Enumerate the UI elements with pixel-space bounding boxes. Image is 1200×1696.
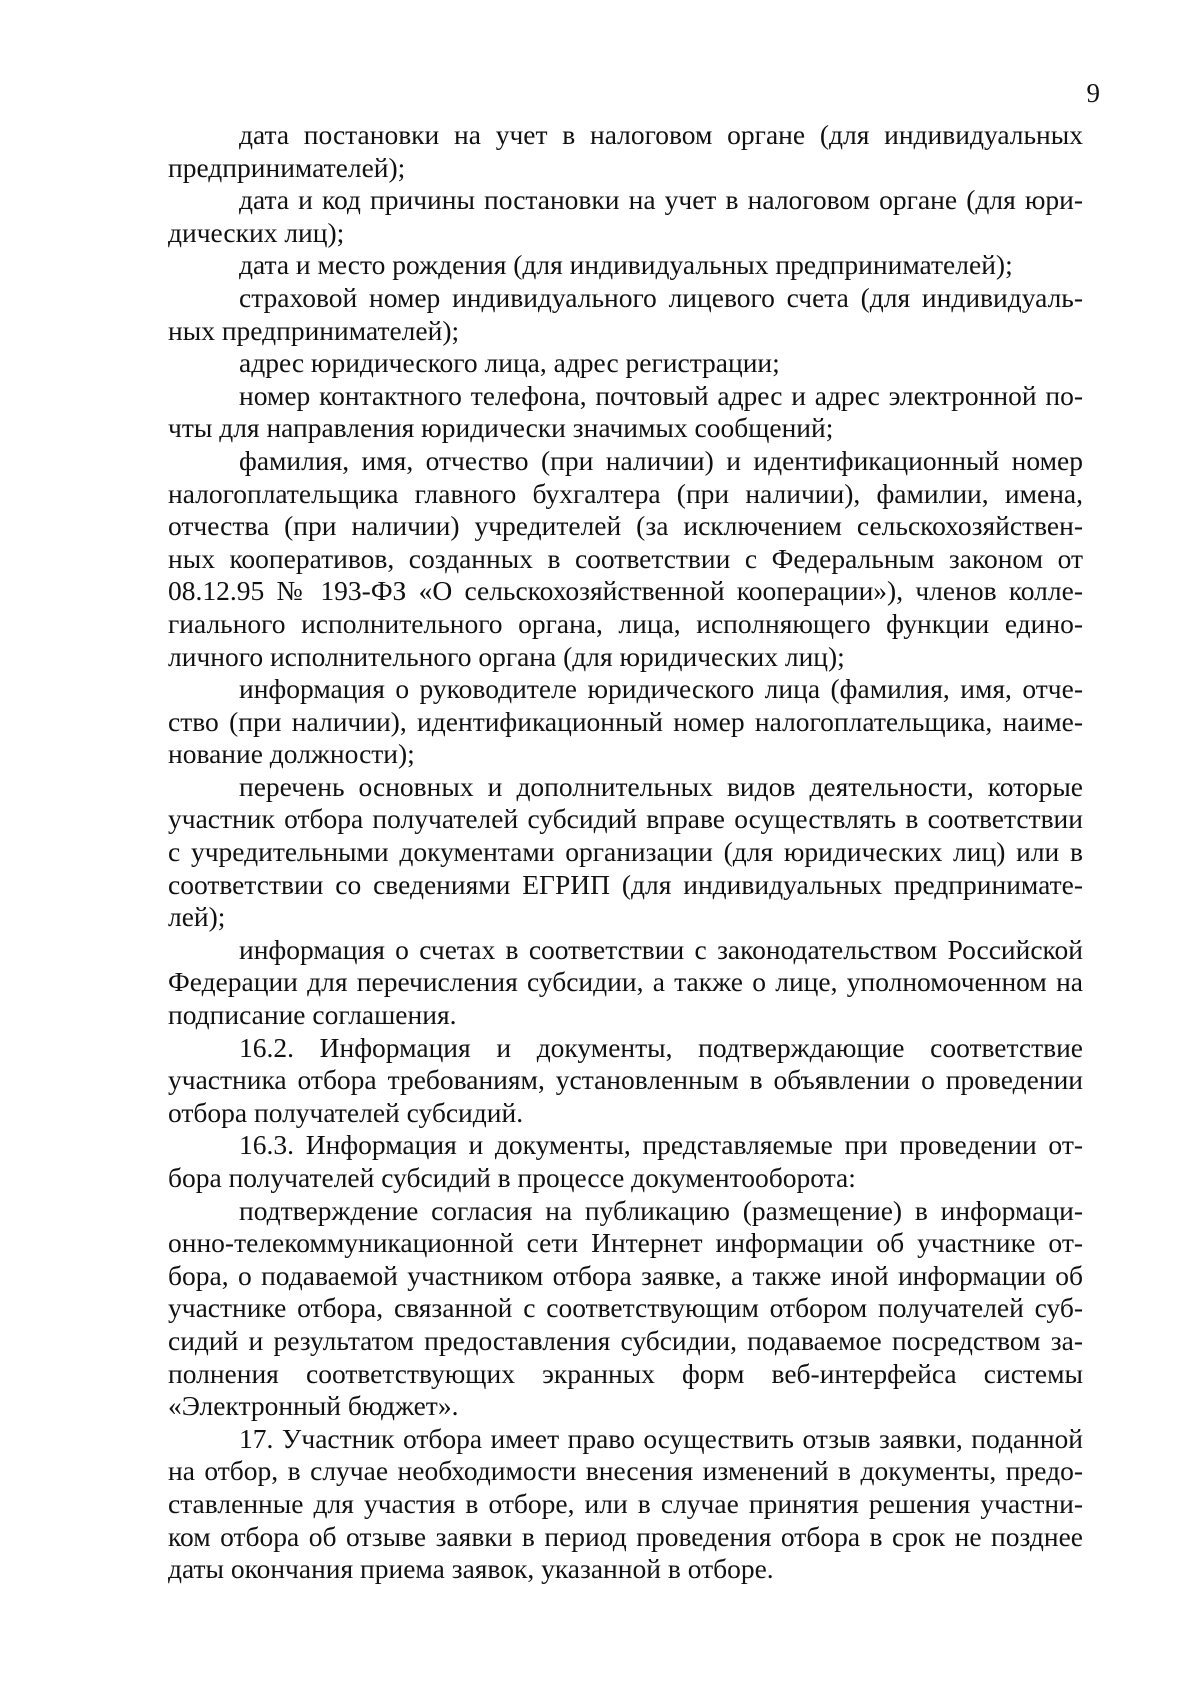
text-line: ком отбора об отзыве заявки в период проведения отбора в срок не позднее	[168, 1520, 1083, 1552]
page-number: 9	[1086, 78, 1100, 108]
text-line: онно-телекоммуникационной сети Интернет информации об участнике от-	[168, 1227, 1083, 1259]
text-line: ных предпринимателей);	[168, 314, 460, 346]
text-line: Федерации для перечисления субсидии, а также о лице, уполномоченном на	[168, 966, 1083, 998]
text-line: ных кооперативов, созданных в соответствии с Федеральным законом от	[168, 542, 1083, 574]
text-line: «Электронный бюджет».	[168, 1390, 459, 1422]
text-line: фамилия, имя, отчество (при наличии) и идентификационный номер	[239, 444, 1083, 476]
text-line: дата постановки на учет в налоговом органе (для индивидуальных	[239, 119, 1083, 150]
text-line: сидий и результатом предоставления субсидии, подаваемое посредством за-	[168, 1324, 1083, 1356]
text-line: перечень основных и дополнительных видов деятельности, которые	[239, 770, 1083, 802]
text-line: участнике отбора, связанной с соответствующим отбором получателей суб-	[168, 1292, 1083, 1324]
text-line: личного исполнительного органа (для юридических лиц);	[168, 640, 845, 672]
text-line: налогоплательщика главного бухгалтера (при наличии), фамилии, имена,	[168, 477, 1083, 509]
text-line: 16.2. Информация и документы, подтверждающие соответствие	[239, 1031, 1083, 1063]
text-line: чты для направления юридически значимых сообщений;	[168, 412, 834, 444]
text-line: отчества (при наличии) учредителей (за исключением сельскохозяйствен-	[168, 510, 1083, 542]
text-line: предпринимателей);	[168, 151, 406, 183]
text-line: лей);	[168, 901, 226, 933]
text-line: номер контактного телефона, почтовый адрес и адрес электронной по-	[239, 379, 1083, 411]
text-line: дата и код причины постановки на учет в налоговом органе (для юри-	[239, 184, 1083, 216]
text-line: с учредительными документами организации (для юридических лиц) или в	[168, 836, 1083, 868]
text-line: нование должности);	[168, 738, 415, 770]
text-line: дата и место рождения (для индивидуальных предпринимателей);	[239, 249, 1013, 281]
text-line: на отбор, в случае необходимости внесения изменений в документы, предо-	[168, 1455, 1083, 1487]
text-line: полнения соответствующих экранных форм веб-интерфейса системы	[168, 1357, 1083, 1389]
body-text	[168, 119, 1083, 1586]
text-line: страховой номер индивидуального лицевого счета (для индивидуаль-	[239, 281, 1083, 313]
text-line: информация о счетах в соответствии с законодательством Российской	[239, 933, 1083, 965]
text-line: адрес юридического лица, адрес регистрации;	[239, 347, 780, 379]
text-line: бора, о подаваемой участником отбора заявке, а также иной информации об	[168, 1259, 1083, 1291]
text-line: соответствии со сведениями ЕГРИП (для индивидуальных предпринимате-	[168, 868, 1083, 900]
text-line: ставленные для участия в отборе, или в случае принятия решения участни-	[168, 1487, 1083, 1519]
text-line: бора получателей субсидий в процессе документооборота:	[168, 1162, 856, 1193]
text-line: 08.12.95 № 193-ФЗ «О сельскохозяйственной кооперации»), членов колле-	[168, 575, 1083, 607]
text-line: даты окончания приема заявок, указанной в отборе.	[168, 1553, 774, 1585]
text-line: дических лиц);	[168, 216, 345, 248]
text-line: 16.3. Информация и документы, представляемые при проведении от-	[239, 1129, 1083, 1161]
text-line: подтверждение согласия на публикацию (размещение) в информаци-	[239, 1194, 1083, 1226]
text-line: информация о руководителе юридического лица (фамилия, имя, отче-	[239, 673, 1083, 705]
text-line: отбора получателей субсидий.	[168, 1096, 524, 1128]
text-line: участник отбора получателей субсидий вправе осуществлять в соответствии	[168, 803, 1083, 835]
text-line: ство (при наличии), идентификационный номер налогоплательщика, наиме-	[168, 705, 1083, 737]
text-line: подписание соглашения.	[168, 999, 457, 1031]
text-line: 17. Участник отбора имеет право осуществить отзыв заявки, поданной	[239, 1422, 1083, 1454]
text-line: гиального исполнительного органа, лица, исполняющего функции едино-	[168, 607, 1083, 639]
text-line: участника отбора требованиям, установленным в объявлении о проведении	[168, 1064, 1083, 1096]
